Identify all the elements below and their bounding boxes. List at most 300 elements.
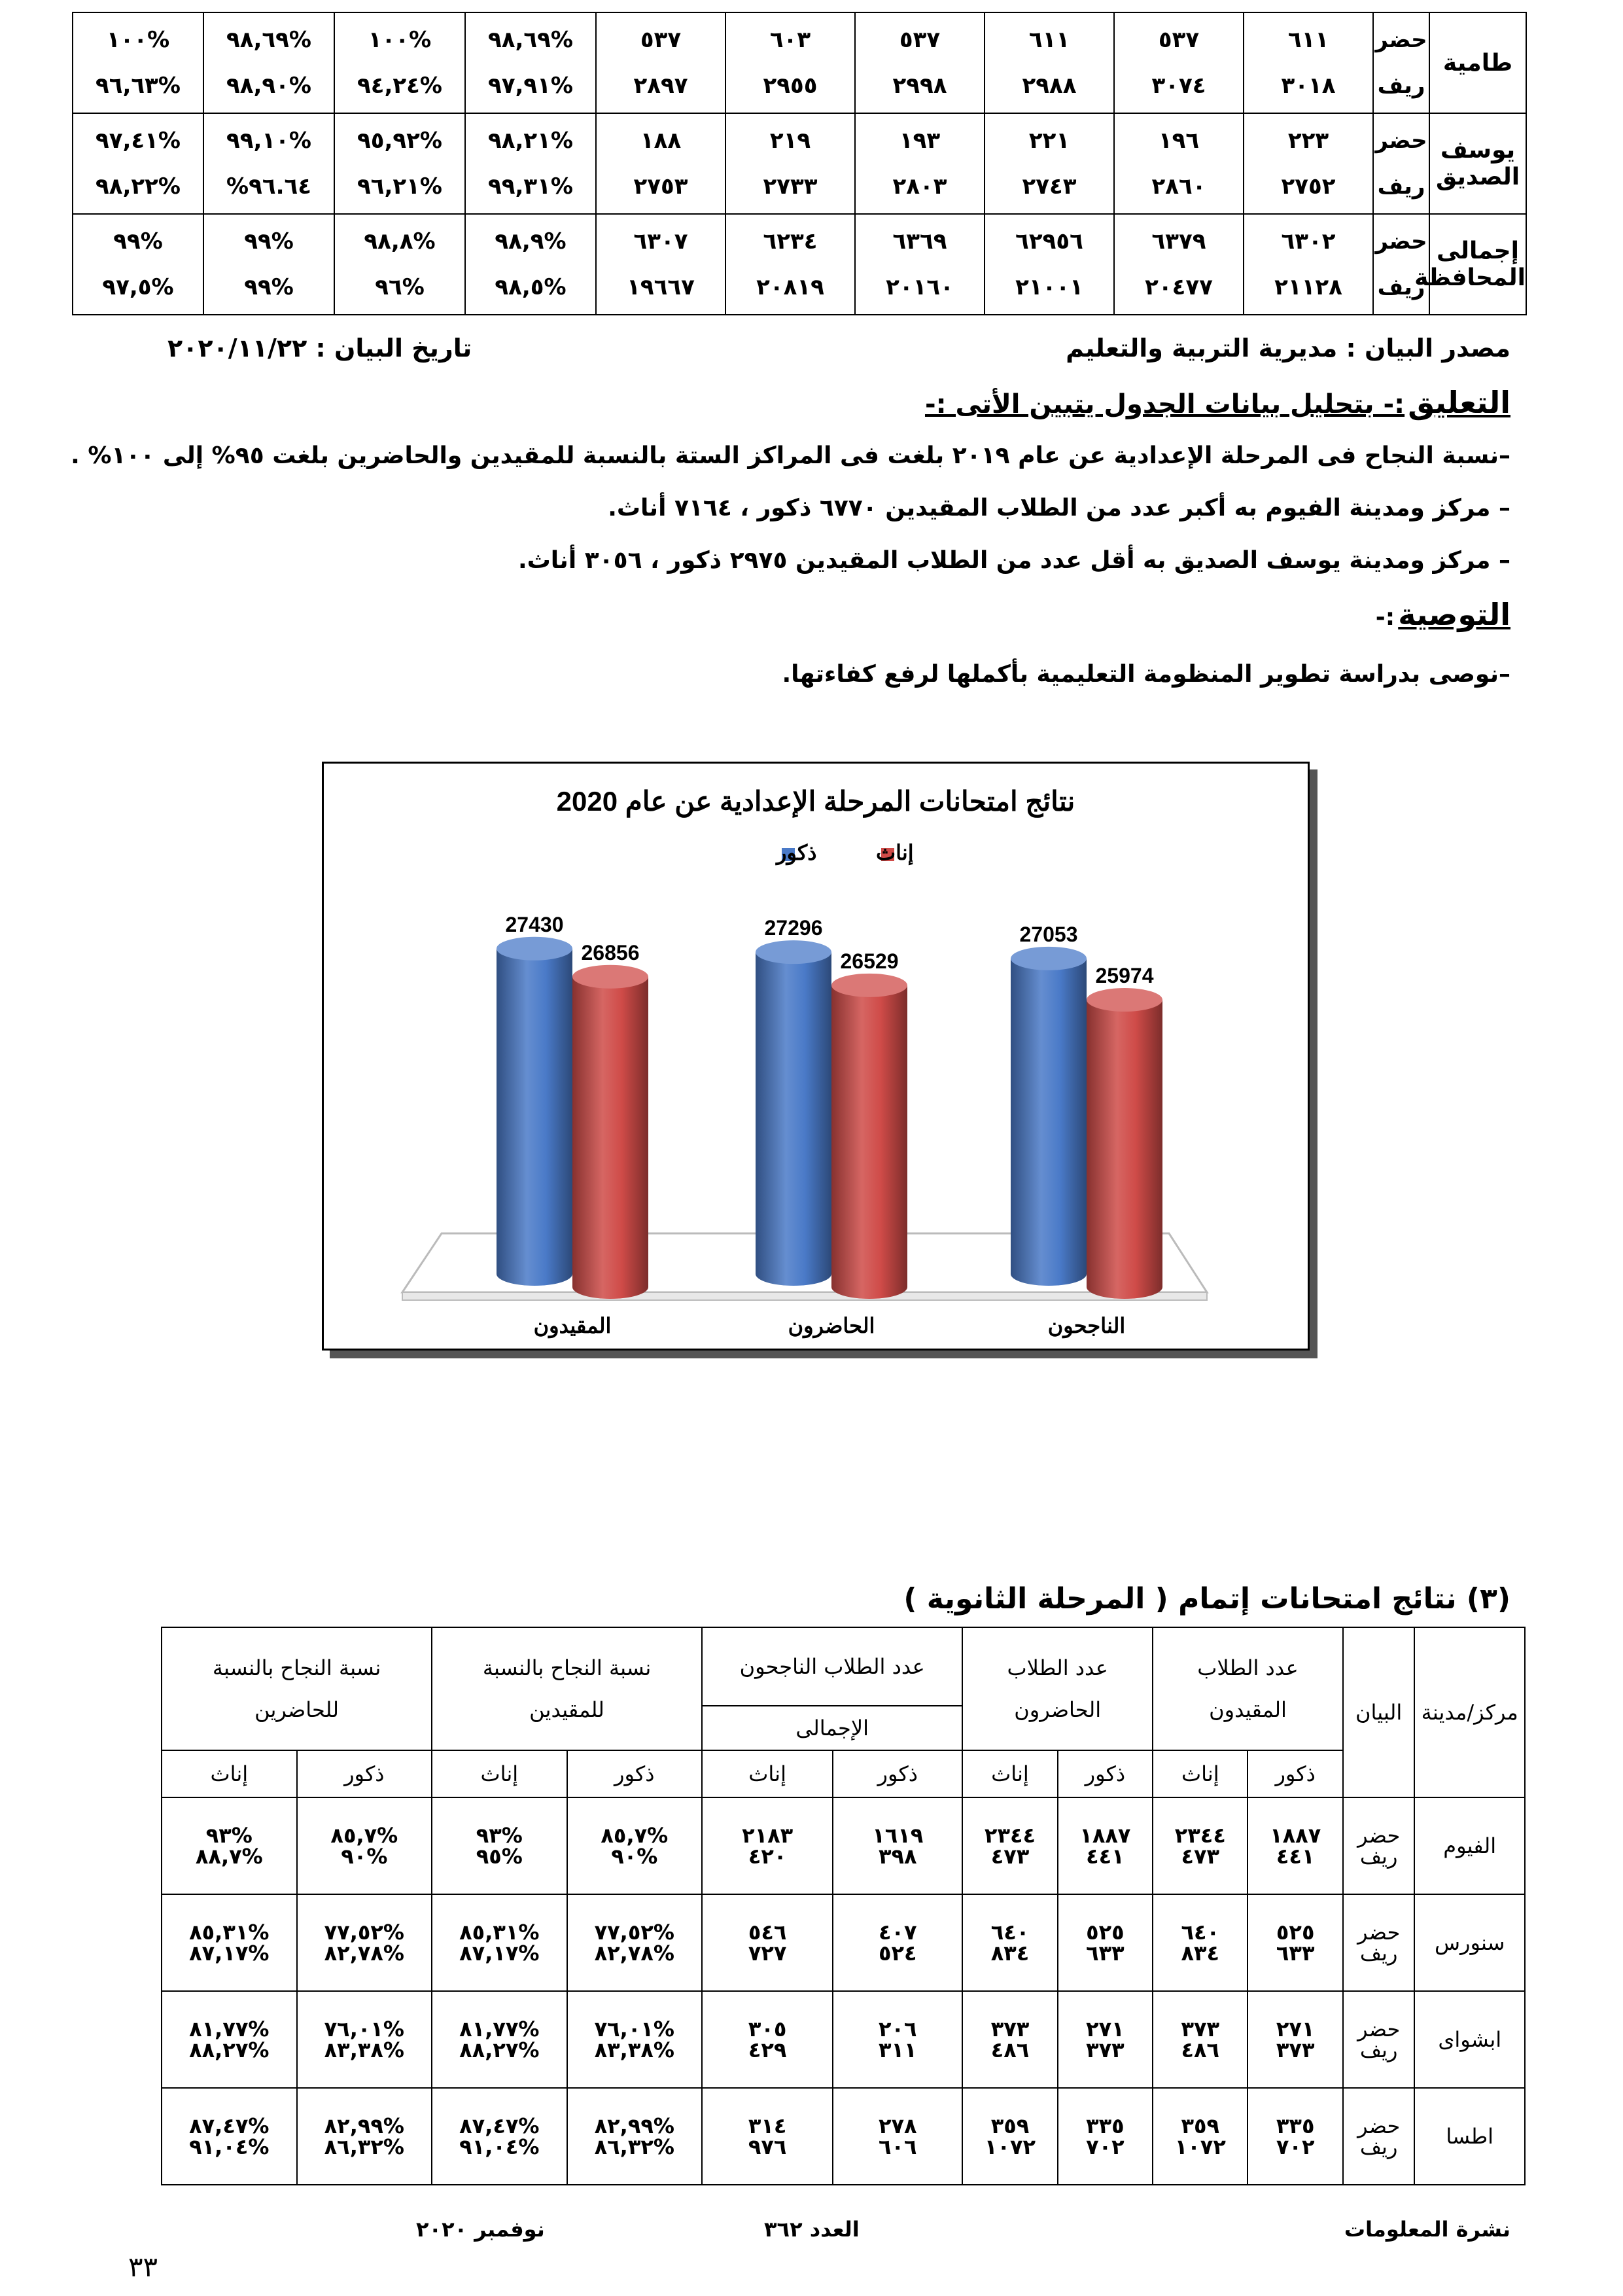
cell-value: ٣٧٣	[1276, 2038, 1315, 2062]
cell-value: ٢٨٠٣	[892, 173, 947, 200]
cell-value: ١٨٨	[640, 128, 682, 154]
column-header: إناث	[962, 1750, 1057, 1797]
chart-title: نتائج امتحانات المرحلة الإعدادية عن عام 2020	[556, 786, 1075, 817]
cell-value: %٨٦,٣٢	[324, 2134, 404, 2159]
table-row	[162, 2088, 1525, 2185]
cell-value: ٢٠٨١٩	[756, 274, 824, 300]
table-cell	[1248, 2088, 1342, 2185]
table-cell	[855, 214, 985, 315]
table-cell	[596, 113, 725, 214]
column-header: ذكور	[567, 1750, 702, 1797]
table-cell	[1058, 1991, 1153, 2088]
page-number: ٣٣	[128, 2251, 158, 2283]
cell-value: ٦٣٦٩	[892, 228, 947, 255]
cell-value: ٢٨٩٧	[633, 73, 688, 99]
cell-value: %٩٨,٥	[495, 274, 567, 300]
cell-value: %٩١,٠٤	[459, 2134, 540, 2159]
data-label: 25974	[1095, 964, 1154, 988]
bar	[831, 985, 907, 1299]
table-cell	[985, 214, 1114, 315]
cell-value: ٢٠٦	[878, 2017, 917, 2041]
cell-value: ٥٣٧	[640, 27, 682, 53]
bar-top	[831, 974, 907, 997]
table-row	[162, 1797, 1525, 1894]
cell-value: %٨٢,٧٨	[594, 1941, 674, 1966]
cell-value: حضر	[1375, 128, 1427, 154]
table-cell	[334, 12, 465, 113]
comment-bullet: – مركز ومدينة الفيوم به أكبر عدد من الطلاب المقيدين ٦٧٧٠ ذكور ، ٧١٦٤ أناث.	[608, 495, 1510, 521]
cell-value: ٦٤٠	[1181, 1920, 1220, 1945]
table-cell	[855, 12, 985, 113]
cell-value: %٩٧,٥	[102, 274, 174, 300]
cell-value: ٢٧١	[1086, 2017, 1125, 2041]
cell-value: ٤٢٠	[748, 1844, 787, 1869]
comment-heading-line	[925, 385, 1510, 420]
cell-value: ٤٧٣	[1181, 1844, 1220, 1869]
row-name: إجمالى المحافظة	[1429, 214, 1526, 315]
table-cell	[1153, 1894, 1248, 1991]
cell-value: ٨٣٤	[1181, 1941, 1220, 1966]
chart-floor-edge	[402, 1292, 1207, 1300]
footer-issue: العدد ٣٦٢	[764, 2217, 860, 2242]
cell-value: %٩٣	[205, 1823, 253, 1848]
cell-value: حضر	[1375, 228, 1427, 255]
column-header: إناث	[1153, 1750, 1248, 1797]
cell-value: حضر	[1357, 2113, 1401, 2138]
bar-top	[1087, 988, 1162, 1012]
cell-value: ٤٤١	[1086, 1844, 1125, 1869]
cell-value: ريف	[1359, 2038, 1398, 2062]
cell-value: ٦٢٩٥٦	[1015, 228, 1083, 255]
cell-value: %٨١,٧٧	[459, 2017, 540, 2041]
cell-value: ٣٧٣	[1181, 2017, 1220, 2041]
table-cell	[162, 1797, 297, 1894]
row-name: اطسا	[1414, 2088, 1525, 2185]
table-cell	[162, 2088, 297, 2185]
table-cell	[596, 214, 725, 315]
table-cell	[1244, 214, 1373, 315]
cell-value: %٩٦	[375, 274, 425, 300]
cell-value: ٣٠٥	[748, 2017, 787, 2041]
chart-frame	[322, 762, 1310, 1351]
table-cell	[1244, 12, 1373, 113]
cell-value: %٨٨,٢٧	[459, 2038, 540, 2062]
cell-value: ١٨٨٧	[1270, 1823, 1321, 1848]
cell-value: ٦١١	[1287, 27, 1329, 53]
cell-value: ٣٧٣	[1086, 2038, 1125, 2062]
cell-value: ٧٠٢	[1086, 2134, 1125, 2159]
table-cell	[567, 2088, 702, 2185]
cell-value: ٤٤١	[1276, 1844, 1315, 1869]
bar-top	[572, 965, 648, 989]
cell-value: ريف	[1359, 1941, 1398, 1966]
table-cell	[1114, 113, 1244, 214]
cell-value: %٨٨,٢٧	[189, 2038, 270, 2062]
table-row	[73, 12, 1526, 113]
cell-value: ٦١١	[1028, 27, 1070, 53]
top-results-table	[72, 12, 1527, 315]
cell-value: ١٨٨٧	[1079, 1823, 1131, 1848]
cell-value: ٢٧٥٢	[1281, 173, 1336, 200]
cell-value: ٢٧٨	[878, 2113, 917, 2138]
column-header: ذكور	[833, 1750, 962, 1797]
table-cell	[985, 12, 1114, 113]
bar-top	[497, 937, 572, 961]
cell-value: ٢٠٤٧٧	[1145, 274, 1213, 300]
table-row	[162, 1894, 1525, 1991]
table-cell	[567, 1991, 702, 2088]
table-cell	[1373, 113, 1429, 214]
table-cell	[1114, 214, 1244, 315]
cell-value: %٨٣,٣٨	[324, 2038, 404, 2062]
cell-value: ٢٧١	[1276, 2017, 1315, 2041]
cell-value: ٣٠٧٤	[1151, 73, 1206, 99]
table-cell	[1114, 12, 1244, 113]
column-header: ذكور	[297, 1750, 432, 1797]
table-row	[73, 113, 1526, 214]
cell-value: ٥٣٧	[899, 27, 941, 53]
cell-value: %٨٢,٩٩	[594, 2113, 674, 2138]
data-label: 26529	[840, 949, 899, 973]
table-cell	[985, 113, 1114, 214]
table-cell	[1248, 1797, 1342, 1894]
cell-value: %٩٦,٦٣	[95, 73, 181, 99]
header-row	[162, 1627, 1525, 1706]
table-cell	[73, 12, 203, 113]
table-cell	[962, 1894, 1057, 1991]
cell-value: %٨٧,١٧	[459, 1941, 540, 1966]
cell-value: %٩٧,٤١	[95, 128, 181, 154]
table-cell	[334, 113, 465, 214]
cell-value: %٩٨,٩	[495, 228, 567, 255]
cell-value: %٨٧,٤٧	[459, 2113, 540, 2138]
cell-value: ٦٣٣	[1276, 1941, 1315, 1966]
cell-value: %٨٢,٩٩	[324, 2113, 404, 2138]
table-cell	[1343, 1894, 1415, 1991]
cell-value: ٨٣٤	[990, 1941, 1030, 1966]
cell-value: %٧٧,٥٢	[324, 1920, 404, 1945]
table-cell	[962, 1797, 1057, 1894]
cell-value: حضر	[1357, 2017, 1401, 2041]
table-cell	[1058, 1894, 1153, 1991]
table-cell	[1343, 2088, 1415, 2185]
row-name: يوسف الصديق	[1429, 113, 1526, 214]
cell-value: ٢٣٤٤	[984, 1823, 1036, 1848]
table-cell	[203, 12, 334, 113]
cell-value: %٩٨,٢١	[487, 128, 573, 154]
category-label: المقيدون	[533, 1314, 612, 1337]
cell-value: ٣٠١٨	[1281, 73, 1336, 99]
cell-value: %٩٠	[611, 1844, 658, 1869]
table-cell	[465, 113, 596, 214]
row-name: سنورس	[1414, 1894, 1525, 1991]
table-cell	[1058, 2088, 1153, 2185]
column-header: إناث	[702, 1750, 833, 1797]
cell-value: ٥٢٥	[1086, 1920, 1125, 1945]
cell-value: حضر	[1375, 27, 1427, 53]
cell-value: ٢١٩	[769, 128, 811, 154]
cell-value: %١٠٠	[368, 27, 432, 53]
table-cell	[465, 12, 596, 113]
cell-value: %٩٣	[476, 1823, 523, 1848]
recommendation-text: –نوصى بدراسة تطوير المنظومة التعليمية بأكملها لرفع كفاءتها.	[782, 661, 1510, 688]
comment-bullet: – مركز ومدينة يوسف الصديق به أقل عدد من الطلاب المقيدين ٢٩٧٥ ذكور ، ٣٠٥٦ أناث.	[517, 547, 1510, 574]
cell-value: ٦٠٣	[769, 27, 811, 53]
table-cell	[833, 2088, 962, 2185]
cell-value: ٢٧٤٣	[1022, 173, 1077, 200]
section3-title: (٣) نتائج امتحانات إتمام ( المرحلة الثانوية )	[903, 1582, 1510, 1616]
comment-bullet: –نسبة النجاح فى المرحلة الإعدادية عن عام ٢٠١٩ بلغت فى المراكز الستة بالنسبة للمقيدين والحاضرين بلغت ٩٥% إلى ١٠٠% .	[71, 442, 1510, 469]
column-header: ذكور	[1248, 1750, 1342, 1797]
table-cell	[725, 113, 855, 214]
table-cell	[962, 1991, 1057, 2088]
table-cell	[702, 1894, 833, 1991]
cell-value: %٩٧,٩١	[487, 73, 573, 99]
cell-value: %٩٩	[113, 228, 163, 255]
recommendation-heading: التوصية	[1398, 597, 1510, 632]
cell-value: %٨٧,١٧	[189, 1941, 270, 1966]
footer-date: نوفمبر ٢٠٢٠	[416, 2217, 545, 2242]
table-cell	[162, 1894, 297, 1991]
cell-value: %٩٦,٢١	[357, 173, 442, 200]
table-cell	[73, 113, 203, 214]
row-name: ابشواى	[1414, 1991, 1525, 2088]
cell-value: ١٩٣	[899, 128, 941, 154]
cell-value: ٤٨٦	[990, 2038, 1030, 2062]
column-header: نسبة النجاح بالنسبة للمقيدين	[432, 1627, 702, 1750]
table-cell	[702, 2088, 833, 2185]
cell-value: ريف	[1359, 2134, 1398, 2159]
cell-value: %٨٥,٣١	[189, 1920, 270, 1945]
data-label: 26856	[581, 940, 640, 964]
cell-value: ٦٣٣	[1086, 1941, 1125, 1966]
column-header: ذكور	[1058, 1750, 1153, 1797]
column-header: البيان	[1343, 1627, 1415, 1797]
cell-value: %٨٣,٣٨	[594, 2038, 674, 2062]
cell-value: ٤٢٩	[748, 2038, 787, 2062]
table-cell	[432, 1991, 567, 2088]
bar-chart	[324, 764, 1308, 1349]
data-label: 27296	[764, 916, 823, 940]
table-cell	[297, 1894, 432, 1991]
table-cell	[833, 1894, 962, 1991]
cell-value: %٧٧,٥٢	[594, 1920, 674, 1945]
bar	[756, 952, 831, 1286]
table-cell	[297, 1797, 432, 1894]
category-label: الناجحون	[1047, 1314, 1126, 1337]
cell-value: %٩٤,٢٤	[357, 73, 442, 99]
recommendation-heading-line	[1376, 597, 1510, 632]
cell-value: ٩٦.٦٤%	[226, 173, 311, 200]
legend-label: إناث	[876, 841, 914, 864]
cell-value: ٢٨٦٠	[1151, 173, 1206, 200]
bar	[572, 977, 648, 1299]
cell-value: ٢٢٣	[1287, 128, 1329, 154]
cell-value: ٣١٤	[748, 2113, 787, 2138]
cell-value: ٦٣٠٢	[1281, 228, 1336, 255]
cell-value: ٧٢٧	[748, 1941, 787, 1966]
cell-value: ٩٧٦	[748, 2134, 787, 2159]
table-cell	[567, 1797, 702, 1894]
table-cell	[1343, 1797, 1415, 1894]
cell-value: ١٦١٩	[872, 1823, 924, 1848]
data-label: 27430	[505, 912, 564, 936]
bar	[1087, 1000, 1162, 1299]
cell-value: %٨٧,٤٧	[189, 2113, 270, 2138]
cell-value: %٩٠	[341, 1844, 388, 1869]
table-cell	[962, 2088, 1057, 2185]
cell-value: %٩٨,٢٢	[95, 173, 181, 200]
cell-value: ٥٢٤	[878, 1941, 917, 1966]
column-header: عدد الطلاب الحاضرون	[962, 1627, 1153, 1750]
table-cell	[1153, 2088, 1248, 2185]
table-cell	[596, 12, 725, 113]
cell-value: %٩٥	[476, 1844, 523, 1869]
column-header: إناث	[162, 1750, 297, 1797]
data-label: 27053	[1019, 922, 1078, 946]
table-cell	[297, 2088, 432, 2185]
column-header: مركز/مدينة	[1414, 1627, 1525, 1797]
cell-value: %٩٥,٩٢	[357, 128, 442, 154]
cell-value: ٢٣٤٤	[1174, 1823, 1226, 1848]
cell-value: %٩٩,١٠	[226, 128, 311, 154]
cell-value: ٦٣٧٩	[1151, 228, 1206, 255]
cell-value: ٢١٠٠١	[1015, 274, 1083, 300]
cell-value: ٦٢٣٤	[763, 228, 818, 255]
cell-value: ٢٩٥٥	[763, 73, 818, 99]
table-cell	[203, 113, 334, 214]
row-name: طامية	[1429, 12, 1526, 113]
table-cell	[297, 1991, 432, 2088]
data-date: تاريخ البيان : ٢٠٢٠/١١/٢٢	[167, 334, 472, 362]
cell-value: ريف	[1377, 173, 1425, 200]
bar	[497, 949, 572, 1286]
cell-value: حضر	[1357, 1920, 1401, 1945]
cell-value: ٧٠٢	[1276, 2134, 1315, 2159]
cell-value: ٣٧٣	[990, 2017, 1030, 2041]
cell-value: ٦٣٠٧	[633, 228, 688, 255]
cell-value: %٧٦,٠١	[594, 2017, 674, 2041]
cell-value: ٤٠٧	[878, 1920, 917, 1945]
table-row	[162, 1991, 1525, 2088]
table-cell	[73, 214, 203, 315]
cell-value: ٣٣٥	[1086, 2113, 1125, 2138]
footer-publication: نشرة المعلومات	[1344, 2217, 1510, 2242]
cell-value: %٨٥,٧	[601, 1823, 669, 1848]
cell-value: %٨٥,٧	[330, 1823, 398, 1848]
header-row	[162, 1750, 1525, 1797]
legend-label: ذكور	[777, 841, 817, 864]
cell-value: ريف	[1359, 1844, 1398, 1869]
cell-value: ٣٥٩	[1181, 2113, 1220, 2138]
cell-value: ٥٣٧	[1158, 27, 1200, 53]
cell-value: ٦٠٦	[878, 2134, 917, 2159]
cell-value: ١٠٧٢	[1174, 2134, 1226, 2159]
table-cell	[1248, 1991, 1342, 2088]
cell-value: %٩٩	[244, 274, 294, 300]
cell-value: %٨٢,٧٨	[324, 1941, 404, 1966]
cell-value: %٩٨,٦٩	[226, 27, 311, 53]
cell-value: ٤٧٣	[990, 1844, 1030, 1869]
cell-value: %٨١,٧٧	[189, 2017, 270, 2041]
cell-value: %١٠٠	[106, 27, 170, 53]
table-cell	[432, 1797, 567, 1894]
table-cell	[833, 1991, 962, 2088]
cell-value: ٥٢٥	[1276, 1920, 1315, 1945]
column-header: إناث	[432, 1750, 567, 1797]
cell-value: %٩٨,٩٠	[226, 73, 311, 99]
table-row	[73, 214, 1526, 315]
cell-value: ١٩٦٦٧	[627, 274, 695, 300]
table-cell	[702, 1991, 833, 2088]
cell-value: %٨٦,٣٢	[594, 2134, 674, 2159]
table-cell	[1058, 1797, 1153, 1894]
cell-value: %٩٨,٦٩	[487, 27, 573, 53]
table-cell	[1343, 1991, 1415, 2088]
cell-value: ٣٩٨	[878, 1844, 917, 1869]
comment-heading: التعليق	[1408, 385, 1510, 420]
cell-value: ٤٨٦	[1181, 2038, 1220, 2062]
recommendation-suffix: :-	[1375, 604, 1395, 631]
cell-value: ١٩٦	[1158, 128, 1200, 154]
cell-value: ٢٩٨٨	[1022, 73, 1077, 99]
table-cell	[1248, 1894, 1342, 1991]
column-header: عدد الطلاب الناجحون	[702, 1627, 962, 1706]
cell-value: ٢٩٩٨	[892, 73, 947, 99]
table-cell	[334, 214, 465, 315]
cell-value: ٢٧٣٣	[763, 173, 818, 200]
cell-value: %٩٨,٨	[364, 228, 436, 255]
row-name: الفيوم	[1414, 1797, 1525, 1894]
bar-top	[1011, 947, 1087, 970]
table-cell	[833, 1797, 962, 1894]
table-cell	[432, 1894, 567, 1991]
bar	[1011, 959, 1087, 1286]
cell-value: %٩٩,٣١	[487, 173, 573, 200]
cell-value: ٢٧٥٣	[633, 173, 688, 200]
cell-value: ٢٠١٦٠	[886, 274, 954, 300]
table-cell	[465, 214, 596, 315]
data-source: مصدر البيان : مديرية التربية والتعليم	[1066, 334, 1510, 362]
table-cell	[1153, 1991, 1248, 2088]
cell-value: ٢١٨٣	[742, 1823, 794, 1848]
cell-value: %٧٦,٠١	[324, 2017, 404, 2041]
table-cell	[432, 2088, 567, 2185]
table-cell	[1244, 113, 1373, 214]
table-cell	[1373, 12, 1429, 113]
cell-value: ٢٢١	[1028, 128, 1070, 154]
table-cell	[162, 1991, 297, 2088]
table-cell	[855, 113, 985, 214]
table-cell	[1153, 1797, 1248, 1894]
column-header: الإجمالى	[702, 1706, 962, 1750]
column-header: نسبة النجاح بالنسبة للحاضرين	[162, 1627, 432, 1750]
table-cell	[567, 1894, 702, 1991]
table-cell	[203, 214, 334, 315]
cell-value: حضر	[1357, 1823, 1401, 1848]
cell-value: %٨٨,٧	[195, 1844, 263, 1869]
table-cell	[702, 1797, 833, 1894]
column-header: عدد الطلاب المقيدون	[1153, 1627, 1343, 1750]
secondary-results-table	[161, 1627, 1526, 2185]
cell-value: %٨٥,٣١	[459, 1920, 540, 1945]
cell-value: ٣٥٩	[990, 2113, 1030, 2138]
cell-value: ريف	[1377, 73, 1425, 99]
cell-value: ٣٣٥	[1276, 2113, 1315, 2138]
table-cell	[725, 12, 855, 113]
comment-intro: :- بتحليل بيانات الجدول يتبين الأتى :-	[924, 389, 1405, 419]
cell-value: ٢١١٢٨	[1274, 274, 1342, 300]
